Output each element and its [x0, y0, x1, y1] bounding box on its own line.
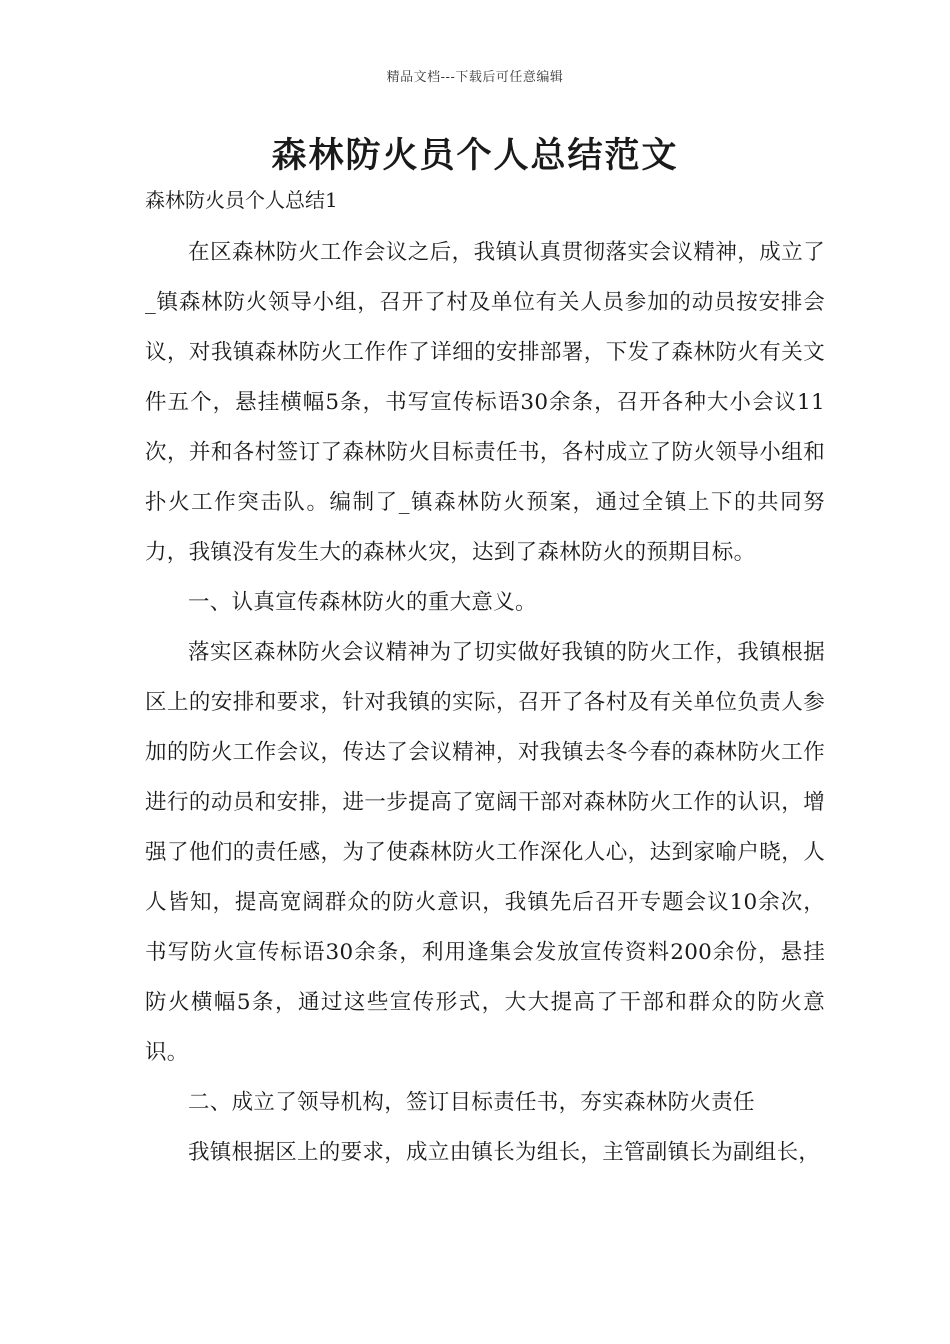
document-title: 森林防火员个人总结范文: [271, 136, 679, 176]
header-note: 精品文档---下载后可任意编辑: [386, 70, 564, 85]
section-heading-2: 二、成立了领导机构，签订目标责任书，夯实森林防火责任: [188, 1090, 755, 1115]
document-body: [145, 182, 825, 1178]
paragraph-intro: 在区森林防火工作会议之后，我镇认真贯彻落实会议精神，成立了_镇森林防火领导小组，召开了村及单位有关人员参加的动员按安排会议，对我镇森林防火工作作了详细的安排部署，下发了森林防火有关文件五个，悬挂横幅5条，书写宣传标语30余条，召开各种大小会议11次，并和各村签订了森林防火目标责任书，各村成立了防火领导小组和扑火工作突击队。编制了_镇森林防火预案，通过全镇上下的共同努力，我镇没有发生大的森林火灾，达到了森林防火的预期目标。: [145, 240, 825, 565]
paragraph-leadership: 我镇根据区上的要求，成立由镇长为组长，主管副镇长为副组长，: [188, 1140, 821, 1165]
section-subtitle: 森林防火员个人总结1: [145, 188, 338, 212]
paragraph-publicity: 落实区森林防火会议精神为了切实做好我镇的防火工作，我镇根据区上的安排和要求，针对我镇的实际，召开了各村及有关单位负责人参加的防火工作会议，传达了会议精神，对我镇去冬今春的森林防火工作进行的动员和安排，进一步提高了宽阔干部对森林防火工作的认识，增强了他们的责任感，为了使森林防火工作深化人心，达到家喻户晓，人人皆知，提高宽阔群众的防火意识，我镇先后召开专题会议10余次，书写防火宣传标语30余条，利用逢集会发放宣传资料200余份，悬挂防火横幅5条，通过这些宣传形式，大大提高了干部和群众的防火意识。: [145, 640, 825, 1065]
section-heading-1: 一、认真宣传森林防火的重大意义。: [188, 590, 537, 615]
